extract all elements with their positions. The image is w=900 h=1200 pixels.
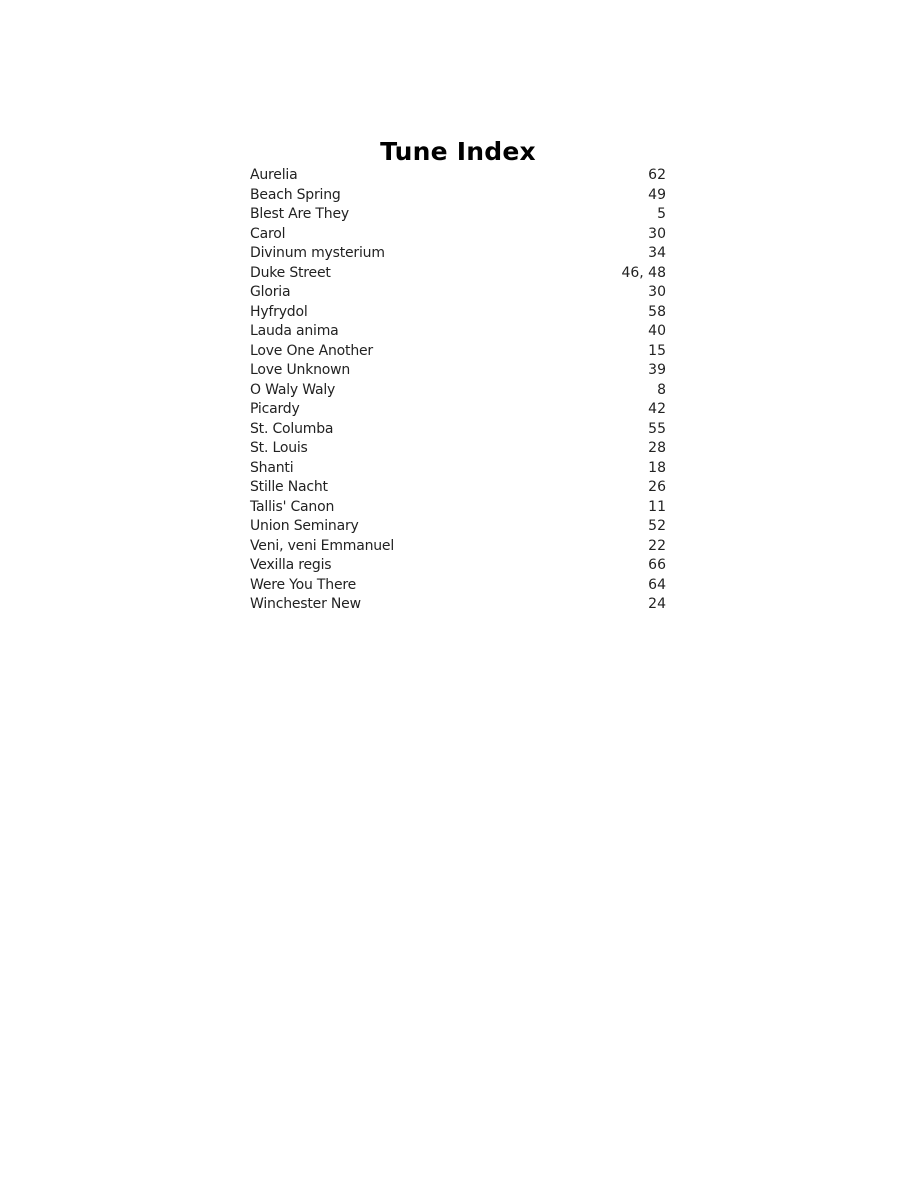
index-entry [250, 381, 666, 401]
index-entry [250, 576, 666, 596]
tune-page-number: 28 [648, 440, 666, 456]
index-entry [250, 537, 666, 557]
tune-name: Carol [250, 225, 286, 242]
index-entry [250, 166, 666, 186]
tune-page-number: 8 [657, 381, 666, 398]
tune-page-number: 39 [648, 362, 666, 378]
page-title: Tune Index [380, 137, 536, 166]
index-entry [250, 283, 666, 303]
tune-page-number: 22 [648, 537, 666, 554]
tune-name: Winchester New [250, 596, 361, 612]
tune-name: Love One Another [250, 342, 373, 359]
tune-name: Duke Street [250, 264, 331, 281]
tune-page-number: 18 [648, 459, 666, 476]
tune-page-number: 64 [648, 576, 666, 593]
tune-name: Hyfrydol [250, 303, 308, 320]
tune-page-number: 15 [648, 342, 666, 359]
tune-page-number: 5 [657, 206, 666, 222]
tune-page-number: 58 [648, 303, 666, 320]
tune-page-number: 24 [648, 596, 666, 612]
index-entry [250, 420, 666, 440]
tune-name: Union Seminary [250, 518, 359, 534]
tune-name: Lauda anima [250, 323, 339, 339]
index-entry [250, 556, 666, 576]
tune-page-number: 30 [648, 225, 666, 242]
tune-name: Shanti [250, 459, 294, 476]
tune-name: St. Louis [250, 440, 308, 456]
index-entry [250, 244, 666, 264]
index-entry [250, 595, 666, 615]
index-entry [250, 517, 666, 537]
tune-name: Were You There [250, 576, 357, 593]
tune-page-number: 34 [648, 245, 666, 261]
index-entry [250, 459, 666, 479]
tune-page-number: 49 [648, 186, 666, 203]
tune-name: Beach Spring [250, 186, 341, 203]
index-entry [250, 264, 666, 284]
tune-name: St. Columba [250, 420, 334, 437]
tune-page-number: 40 [648, 323, 666, 339]
tune-page-number: 46, 48 [621, 264, 666, 281]
index-entry [250, 400, 666, 420]
tune-name: Picardy [250, 401, 300, 417]
index-entry [250, 186, 666, 206]
tune-name: Blest Are They [250, 206, 349, 222]
tune-name: Divinum mysterium [250, 245, 385, 261]
index-entry [250, 303, 666, 323]
index-entry [250, 478, 666, 498]
tune-page-number: 55 [648, 420, 666, 437]
tune-index-list [250, 166, 666, 615]
index-entry [250, 205, 666, 225]
index-entry [250, 225, 666, 245]
index-entry [250, 498, 666, 518]
tune-name: Veni, veni Emmanuel [250, 537, 395, 554]
tune-page-number: 52 [648, 518, 666, 534]
index-entry [250, 361, 666, 381]
tune-name: Gloria [250, 284, 291, 300]
tune-page-number: 11 [648, 498, 666, 515]
index-entry [250, 342, 666, 362]
tune-name: Vexilla regis [250, 557, 332, 573]
tune-name: Aurelia [250, 167, 298, 183]
index-entry [250, 322, 666, 342]
tune-page-number: 30 [648, 284, 666, 300]
tune-page-number: 26 [648, 479, 666, 495]
tune-name: Love Unknown [250, 362, 351, 378]
index-entry [250, 439, 666, 459]
tune-name: Stille Nacht [250, 479, 328, 495]
tune-name: O Waly Waly [250, 381, 336, 398]
tune-name: Tallis' Canon [250, 498, 335, 515]
tune-page-number: 62 [648, 167, 666, 183]
tune-page-number: 66 [648, 557, 666, 573]
tune-page-number: 42 [648, 401, 666, 417]
